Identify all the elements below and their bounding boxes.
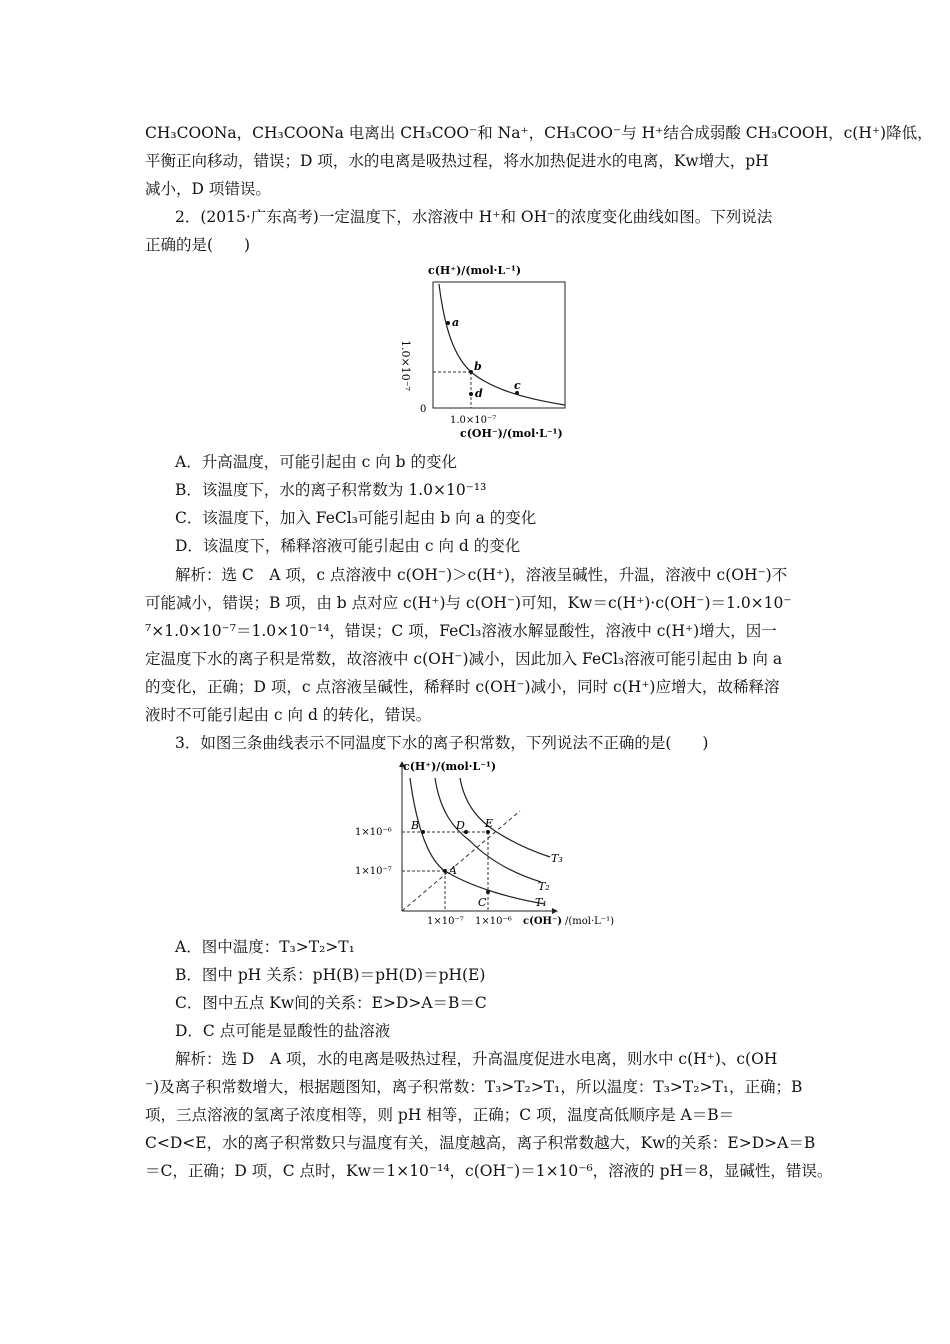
chart-q2-curve: [439, 284, 565, 405]
question-2-stem: 2．(2015·广东高考)一定温度下，水溶液中 H⁺和 OH⁻的浓度变化曲线如图。下列说法: [175, 208, 773, 226]
text-line: CH₃COONa，CH₃COONa 电离出 CH₃COO⁻和 Na⁺，CH₃COO⁻与 H⁺结合成弱酸 CH₃COOH，c(H⁺)降低，: [145, 124, 933, 142]
chart-q2-point-b: [469, 370, 473, 374]
chart-q3-label-a: A: [449, 864, 457, 877]
option-c: C．该温度下，加入 FeCl₃可能引起由 b 向 a 的变化: [175, 509, 537, 527]
solution-q2-line: 定温度下水的离子积是常数，故溶液中 c(OH⁻)减小，因此加入 FeCl₃溶液可能引起由 b 向 a: [145, 650, 783, 668]
solution-q3: 解析：选 D A 项，水的电离是吸热过程，升高温度促进水电离，则水中 c(H⁺)、c(OH: [175, 1050, 778, 1068]
chart-q2-xlabel: c(OH⁻)/(mol·L⁻¹): [460, 427, 563, 440]
solution-q2-line: 可能减小，错误；B 项，由 b 点对应 c(H⁺)与 c(OH⁻)可知，Kw＝c(H⁺)·c(OH⁻)＝1.0×10⁻: [145, 594, 792, 612]
text-line: 平衡正向移动，错误；D 项，水的电离是吸热过程，将水加热促进水的电离，Kw增大，pH: [145, 152, 769, 170]
solution-q2: 解析：选 C A 项，c 点溶液中 c(OH⁻)＞c(H⁺)，溶液呈碱性，升温，溶液中 c(OH⁻)不: [175, 566, 788, 584]
chart-q3-ytick-7: 1×10⁻⁷: [355, 866, 392, 877]
chart-q2-origin: 0: [420, 404, 427, 415]
solution-q2-line: 的变化，正确；D 项，c 点溶液呈碱性，稀释时 c(OH⁻)减小，同时 c(H⁺)应增大，故稀释溶: [145, 678, 780, 696]
option-d: D．C 点可能是显酸性的盐溶液: [175, 1022, 391, 1040]
chart-q2-xtick: 1.0×10⁻⁷: [450, 415, 497, 426]
chart-q3-label-t3: T₃: [551, 852, 563, 865]
chart-q3-xtick-7: 1×10⁻⁷: [427, 916, 464, 927]
chart-q3-label-d: D: [456, 819, 465, 832]
chart-q2-label-c: c: [514, 379, 521, 392]
chart-q2-ylabel: c(H⁺)/(mol·L⁻¹): [428, 264, 522, 277]
chart-q3-label-b: B: [411, 819, 420, 832]
solution-q3-line: ⁻)及离子积常数增大，根据题图知，离子积常数：T₃>T₂>T₁，所以温度：T₃>T₂>T₁，正确；B: [145, 1078, 803, 1096]
chart-q3-xvar: c(OH⁻): [523, 916, 562, 927]
option-b: B．该温度下，水的离子积常数为 1.0×10⁻¹³: [175, 481, 487, 499]
chart-q2-point-d: [469, 392, 473, 396]
option-a: A．图中温度：T₃>T₂>T₁: [175, 938, 355, 956]
solution-q2-line: 液时不可能引起由 c 向 d 的转化，错误。: [145, 706, 432, 724]
chart-q2-label-b: b: [474, 360, 482, 373]
chart-q3-xunit: /(mol·L⁻¹): [565, 916, 614, 927]
option-a: A．升高温度，可能引起由 c 向 b 的变化: [175, 453, 458, 471]
chart-q3-xtick-6: 1×10⁻⁶: [475, 916, 512, 927]
chart-q3-ytick-6: 1×10⁻⁶: [355, 827, 392, 838]
chart-q3-label-t1: T₁: [535, 896, 547, 909]
question-3-stem: 3．如图三条曲线表示不同温度下水的离子积常数，下列说法不正确的是( ): [175, 734, 709, 752]
solution-q3-line: 项，三点溶液的氢离子浓度相等，则 pH 相等，正确；C 项，温度高低顺序是 A＝B＝: [145, 1106, 735, 1124]
chart-q3-point-b: [421, 830, 425, 834]
solution-q3-line: ＝C，正确；D 项，C 点时，Kw＝1×10⁻¹⁴，c(OH⁻)＝1×10⁻⁶，溶液的 pH＝8，显碱性，错误。: [145, 1162, 833, 1180]
curve-t1: [410, 778, 545, 904]
chart-q3: [345, 756, 635, 928]
chart-q3-point-e: [486, 830, 490, 834]
solution-q2-line: ⁷×1.0×10⁻⁷＝1.0×10⁻¹⁴，错误；C 项，FeCl₃溶液水解显酸性，溶液中 c(H⁺)增大，因一: [145, 622, 777, 640]
option-c: C．图中五点 Kw间的关系：E>D>A＝B＝C: [175, 994, 487, 1012]
chart-q3-label-c: C: [478, 896, 487, 909]
solution-q3-line: C<D<E，水的离子积常数只与温度有关，温度越高，离子积常数越大，Kw的关系：E>D>A＝B: [145, 1134, 816, 1152]
chart-q2-ytick: 1.0×10⁻⁷: [399, 340, 412, 391]
chart-q3-point-a: [443, 869, 447, 873]
chart-q3-point-c: [486, 890, 490, 894]
chart-q2-point-a: [446, 321, 450, 325]
chart-q3-label-t2: T₂: [538, 880, 550, 893]
option-d: D．该温度下，稀释溶液可能引起由 c 向 d 的变化: [175, 537, 521, 555]
question-2-stem-cont: 正确的是( ): [145, 236, 251, 254]
chart-q2: [390, 262, 590, 447]
chart-q2-label-d: d: [475, 387, 483, 400]
option-b: B．图中 pH 关系：pH(B)＝pH(D)＝pH(E): [175, 966, 486, 984]
text-line: 减小，D 项错误。: [145, 180, 271, 198]
chart-q2-label-a: a: [452, 316, 460, 329]
chart-q3-ylabel: c(H⁺)/(mol·L⁻¹): [403, 760, 497, 773]
chart-q3-label-e: E: [485, 817, 494, 830]
